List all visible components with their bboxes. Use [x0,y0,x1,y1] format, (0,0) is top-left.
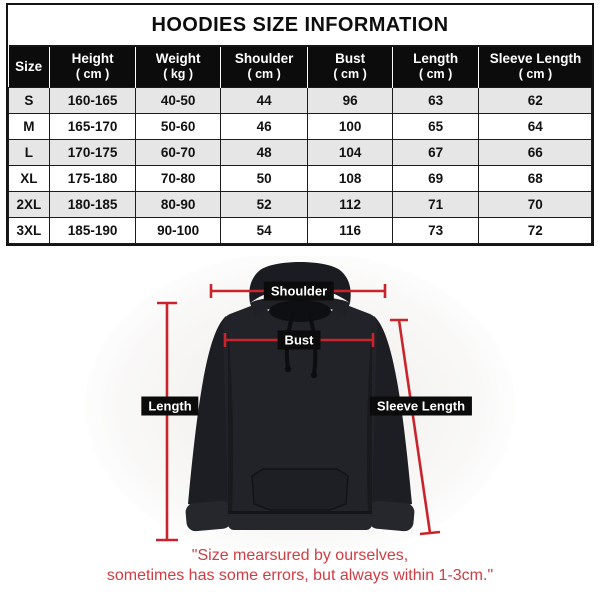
cell-weight: 80-90 [136,192,221,218]
cell-bust: 108 [308,166,393,192]
disclaimer-line-2: sometimes has some errors, but always within 1-3cm." [106,566,494,584]
cell-weight: 50-60 [136,114,221,140]
measurement-diagram [0,256,600,548]
col-unit: ( cm ) [333,67,367,82]
page-title: HOODIES SIZE INFORMATION [151,14,449,36]
table-row [9,192,592,218]
col-header-sleeve-length [479,46,592,88]
table-header-row [9,46,592,88]
cell-shoulder: 48 [220,140,307,166]
cell-sleeve-length: 68 [479,166,592,192]
cell-length: 63 [392,88,479,114]
cell-size: 3XL [9,218,50,244]
cell-shoulder: 52 [220,192,307,218]
col-unit: ( kg ) [163,67,194,82]
cell-weight: 90-100 [136,218,221,244]
cell-length: 73 [392,218,479,244]
measurement-disclaimer [0,546,600,585]
size-table [8,45,592,244]
table-row [9,140,592,166]
cell-height: 165-170 [49,114,136,140]
cell-sleeve-length: 72 [479,218,592,244]
cell-height: 160-165 [49,88,136,114]
table-row [9,166,592,192]
col-header-length [392,46,479,88]
cell-weight: 70-80 [136,166,221,192]
shoulder-measure-label: Shoulder [264,282,334,301]
cell-shoulder: 46 [220,114,307,140]
cell-size: 2XL [9,192,50,218]
col-label: Height [71,51,114,66]
cell-size: XL [9,166,50,192]
col-label: Bust [335,51,366,66]
disclaimer-line-1: "Size mearsured by ourselves, [191,547,409,564]
col-unit: ( cm ) [247,67,281,82]
cell-bust: 100 [308,114,393,140]
cell-weight: 60-70 [136,140,221,166]
col-unit: ( cm ) [518,67,553,82]
col-label: Shoulder [234,51,294,66]
cell-size: M [9,114,50,140]
col-label: Weight [155,51,201,66]
cell-size: L [9,140,50,166]
col-header-bust [308,46,393,88]
col-unit: ( cm ) [75,67,110,82]
cell-shoulder: 54 [220,218,307,244]
cell-height: 180-185 [49,192,136,218]
cell-shoulder: 44 [220,88,307,114]
cell-height: 185-190 [49,218,136,244]
length-measure-label: Length [141,397,198,416]
cell-weight: 40-50 [136,88,221,114]
size-table-panel [6,3,594,246]
cell-length: 71 [392,192,479,218]
cell-height: 170-175 [49,140,136,166]
cell-shoulder: 50 [220,166,307,192]
cell-bust: 116 [308,218,393,244]
sleeve-length-measure-label: Sleeve Length [370,397,472,416]
cell-sleeve-length: 66 [479,140,592,166]
cell-sleeve-length: 70 [479,192,592,218]
col-label: Sleeve Length [489,51,582,66]
table-row [9,114,592,140]
col-label: Size [15,58,43,74]
col-unit: ( cm ) [418,67,453,82]
cell-bust: 104 [308,140,393,166]
bust-measure-label: Bust [278,331,321,350]
col-header-shoulder [220,46,307,88]
col-header-weight [136,46,221,88]
cell-sleeve-length: 62 [479,88,592,114]
cell-bust: 96 [308,88,393,114]
cell-length: 69 [392,166,479,192]
col-label: Length [413,51,459,66]
cell-length: 67 [392,140,479,166]
cell-bust: 112 [308,192,393,218]
cell-size: S [9,88,50,114]
cell-sleeve-length: 64 [479,114,592,140]
cell-length: 65 [392,114,479,140]
table-row [9,218,592,244]
col-header-height [49,46,136,88]
col-header-size [9,46,50,88]
table-row [9,88,592,114]
cell-height: 175-180 [49,166,136,192]
